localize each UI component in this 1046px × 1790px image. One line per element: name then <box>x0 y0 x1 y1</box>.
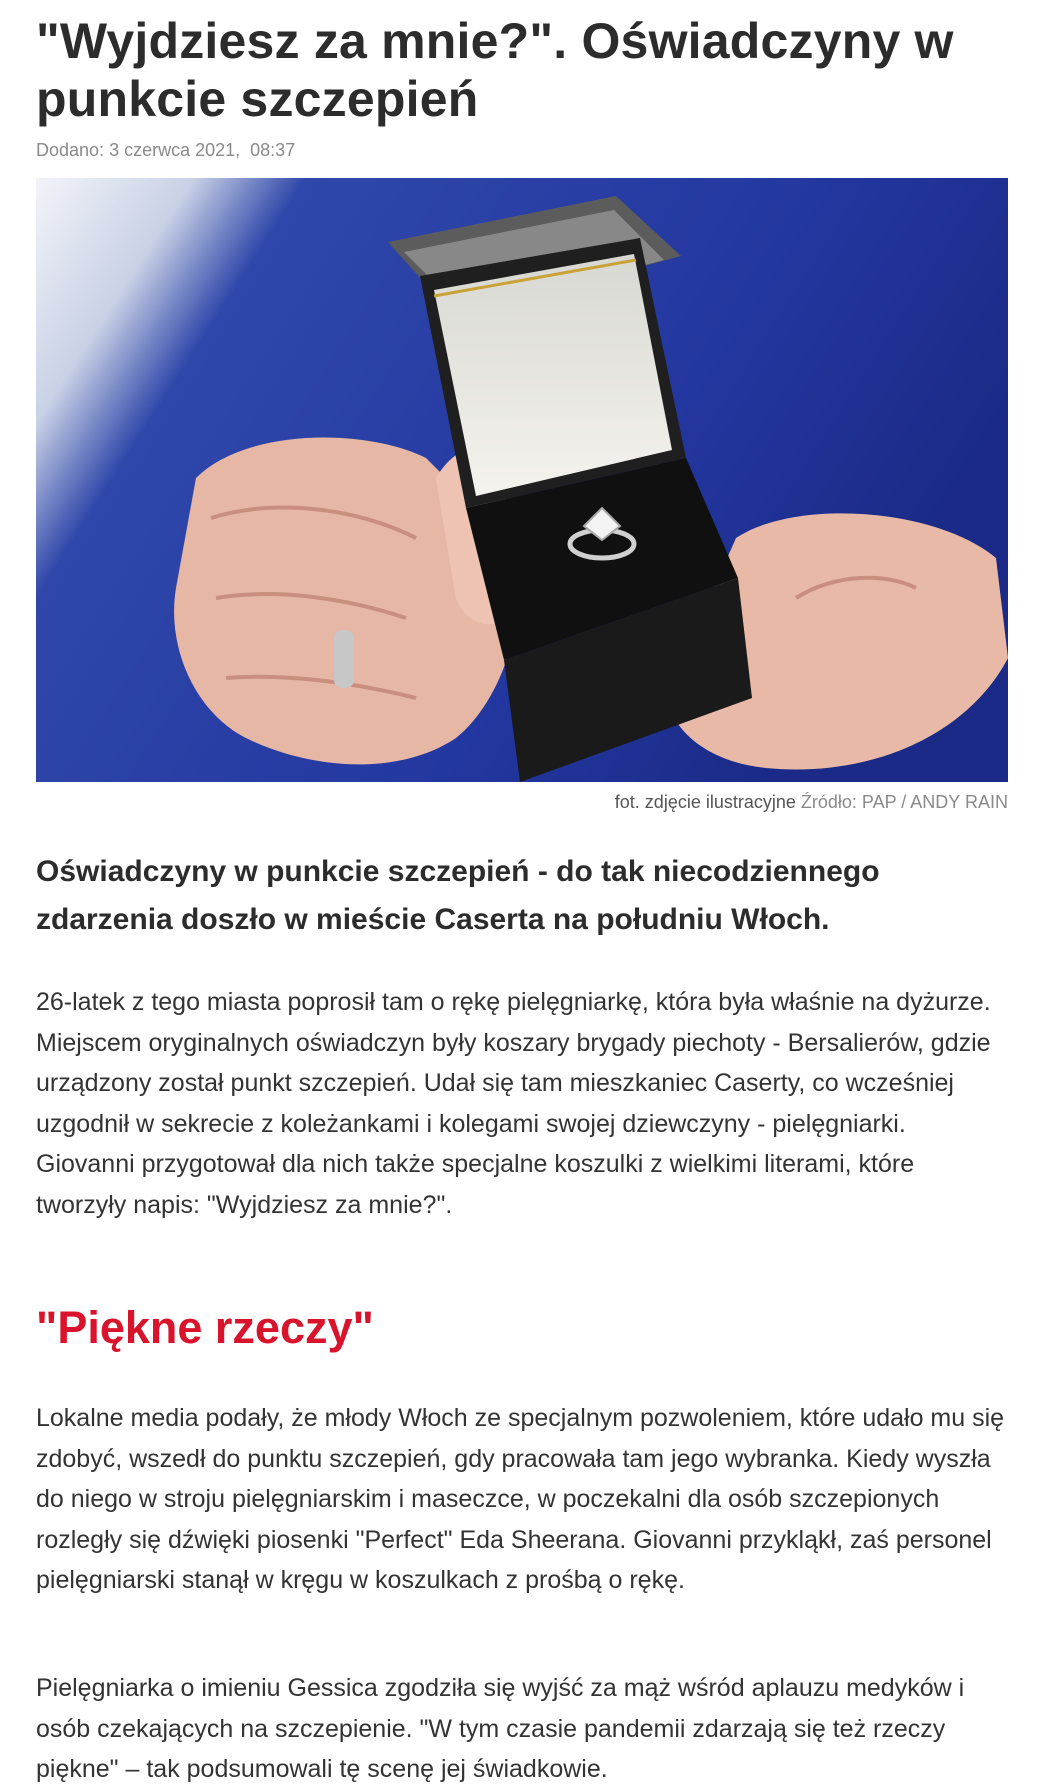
caption-text: fot. zdjęcie ilustracyjne <box>614 792 796 812</box>
photo-caption <box>615 792 1008 813</box>
article-lead: Oświadczyny w punkcie szczepień - do tak niecodziennego zdarzenia doszło w mieście Caserta na południu Włoch. <box>36 855 880 936</box>
body-paragraph-1: 26-latek z tego miasta poprosił tam o rękę pielęgniarkę, która była właśnie na dyżurze. Miejscem oryginalnych oświadczyn były koszary brygady piechoty - Bersalierów, gdzie urządzony został punkt szczepień. Udał się tam mieszkaniec Caserty, co wcześniej uzgodnił w sekrecie z koleżankami i kolegami swojej dziewczyny - pielęgniarki. Giovanni przygotował dla nich także specjalne koszulki z wielkimi literami, które tworzyły napis: "Wyjdziesz za mnie?". <box>36 988 991 1219</box>
caption-source: Źródło: PAP / ANDY RAIN <box>800 792 1008 812</box>
body-paragraph-3: Pielęgniarka o imieniu Gessica zgodziła się wyjść za mąż wśród aplauzu medyków i osób czekających na szczepienie. "W tym czasie pandemii zdarzają się też rzeczy piękne" – tak podsumowali tę scenę jej świadkowie. <box>36 1674 965 1783</box>
wedding-band <box>334 630 354 688</box>
added-label: Dodano: <box>36 140 105 160</box>
publish-time: 08:37 <box>250 140 296 160</box>
article-meta <box>36 140 295 161</box>
ring-box-illustration <box>36 178 1008 782</box>
article-photo <box>36 178 1008 782</box>
article-title: "Wyjdziesz za mnie?". Oświadczyny w punkcie szczepień <box>36 13 954 127</box>
publish-date: 3 czerwca 2021, <box>109 140 241 160</box>
body-paragraph-2: Lokalne media podały, że młody Włoch ze specjalnym pozwoleniem, które udało mu się zdobyć, wszedł do punktu szczepień, gdy pracowała tam jego wybranka. Kiedy wyszła do niego w stroju pielęgniarskim i maseczce, w poczekalni dla osób szczepionych rozległy się dźwięki piosenki "Perfect" Eda Sheerana. Giovanni przykląkł, zaś personel pielęgniarski stanął w kręgu w koszulkach z prośbą o rękę. <box>36 1404 1005 1594</box>
section-heading: "Piękne rzeczy" <box>36 1302 374 1353</box>
